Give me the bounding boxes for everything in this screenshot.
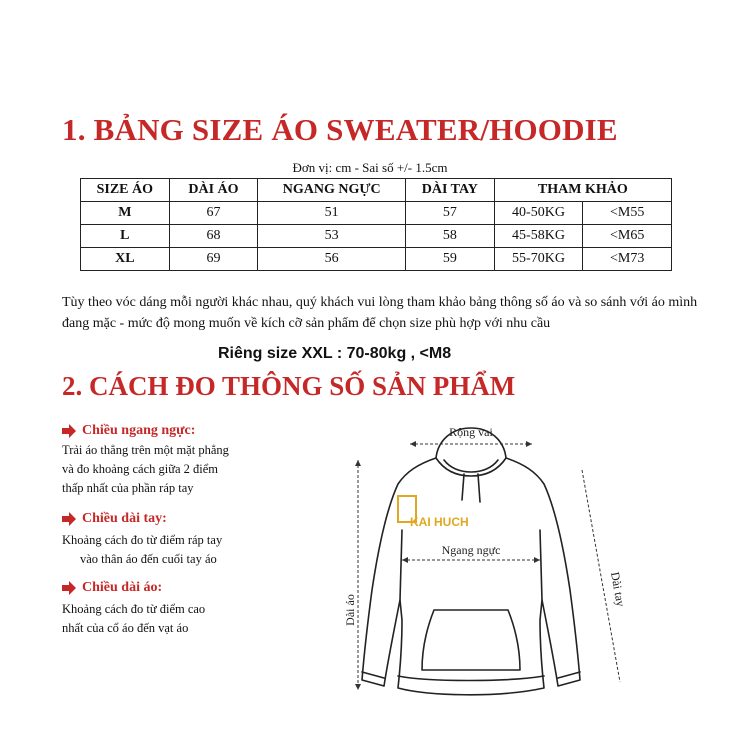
cell-length: 67 <box>169 202 258 225</box>
cell-height: <M73 <box>583 248 672 271</box>
table-header-row <box>81 179 672 202</box>
cell-height: <M55 <box>583 202 672 225</box>
sleeve-label: Dài tay <box>608 570 628 608</box>
chest-label: Ngang ngực <box>441 543 501 557</box>
table-row <box>81 225 672 248</box>
measure-label: Chiều dài áo: <box>82 580 163 595</box>
measure-label: Chiều dài tay: <box>82 511 167 526</box>
measure-title: 2. CÁCH ĐO THÔNG SỐ SẢN PHẨM <box>62 371 516 401</box>
header-chest: NGANG NGỰC <box>258 179 406 202</box>
measure-line: nhất của cổ áo đến vạt áo <box>62 621 189 635</box>
measure-line: thấp nhất của phần ráp tay <box>62 481 194 495</box>
measure-line: vào thân áo đến cuối tay áo <box>80 552 217 566</box>
measure-item-length <box>62 580 205 638</box>
cell-size: XL <box>81 248 170 271</box>
unit-note: Đơn vị: cm - Sai số +/- 1.5cm <box>292 160 448 175</box>
measure-line: và đo khoảng cách giữa 2 điểm <box>62 462 219 476</box>
arrow-right-icon <box>62 581 76 595</box>
cell-length: 69 <box>169 248 258 271</box>
arrow-right-icon <box>62 424 76 438</box>
size-chart-title: 1. BẢNG SIZE ÁO SWEATER/HOODIE <box>62 112 618 147</box>
measure-label: Chiều ngang ngực: <box>82 423 196 438</box>
length-label: Dài áo <box>343 594 357 626</box>
cell-length: 68 <box>169 225 258 248</box>
measure-line: Trải áo thẳng trên một mặt phẳng <box>62 443 229 457</box>
cell-weight: 55-70KG <box>494 248 583 271</box>
cell-chest: 51 <box>258 202 406 225</box>
xxl-note: Riêng size XXL : 70-80kg , <M8 <box>218 345 452 362</box>
table-row <box>81 248 672 271</box>
shoulder-label: Rộng vai <box>449 425 493 439</box>
measure-item-sleeve <box>62 511 222 569</box>
cell-size: M <box>81 202 170 225</box>
hoodie-diagram <box>343 420 648 710</box>
watermark-logo <box>398 496 469 529</box>
cell-chest: 53 <box>258 225 406 248</box>
cell-height: <M65 <box>583 225 672 248</box>
header-size: SIZE ÁO <box>81 179 170 202</box>
cell-sleeve: 59 <box>406 248 495 271</box>
cell-size: L <box>81 225 170 248</box>
measure-line: Khoảng cách đo từ điểm ráp tay <box>62 533 223 547</box>
header-sleeve: DÀI TAY <box>406 179 495 202</box>
header-reference: THAM KHẢO <box>494 179 671 202</box>
cell-chest: 56 <box>258 248 406 271</box>
size-note: Tùy theo vóc dáng mỗi người khác nhau, quý khách vui lòng tham khảo bảng thông số áo và so sánh với áo mình đang mặc - mức độ mong muốn về kích cỡ sản phẩm để chọn size phù hợp với nhu cầu <box>62 295 698 331</box>
cell-sleeve: 58 <box>406 225 495 248</box>
table-row <box>81 202 672 225</box>
header-length: DÀI ÁO <box>169 179 258 202</box>
cell-sleeve: 57 <box>406 202 495 225</box>
size-table <box>80 178 672 271</box>
cell-weight: 45-58KG <box>494 225 583 248</box>
measure-line: Khoảng cách đo từ điểm cao <box>62 602 206 616</box>
watermark-text: KAI HUCH <box>410 515 469 529</box>
cell-weight: 40-50KG <box>494 202 583 225</box>
arrow-right-icon <box>62 512 76 526</box>
measure-item-chest <box>62 423 229 498</box>
